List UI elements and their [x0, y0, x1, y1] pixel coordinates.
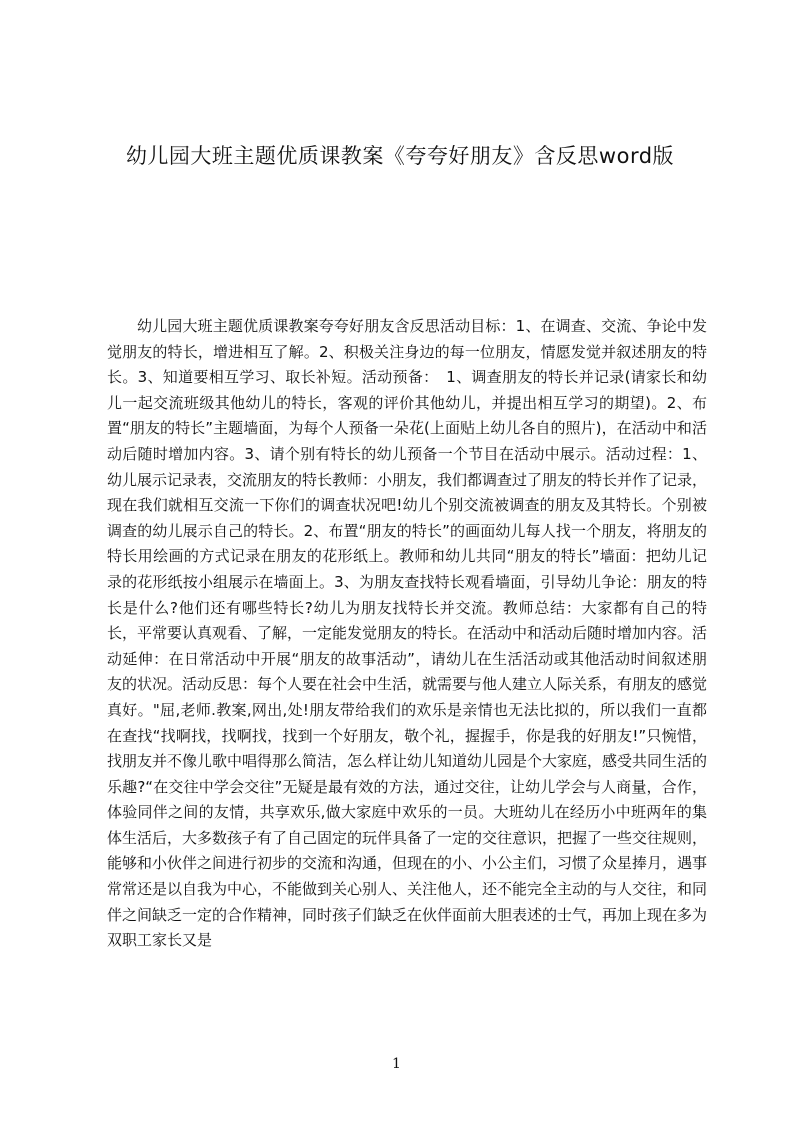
document-body-paragraph: 幼儿园大班主题优质课教案夸夸好朋友含反思活动目标：1、在调查、交流、争论中发觉朋友的特长，增进相互了解。2、积极关注身边的每一位朋友，情愿发觉并叙述朋友的特长。3、知道要相互学习、取长补短。活动预备： 1、调查朋友的特长并记录(请家长和幼儿一起交流班级其他幼儿的特长，客观的评价其他幼儿，并提出相互学习的期望)。2、布置“朋友的特长”主题墙面，为每个人预备一朵花(上面贴上幼儿各自的照片)，在活动中和活动后随时增加内容。3、请个别有特长的幼儿预备一个节目在活动中展示。活动过程：1、幼儿展示记录表，交流朋友的特长教师：小朋友，我们都调查过了朋友的特长并作了记录，现在我们就相互交流一下你们的调查状况吧!幼儿个别交流被调查的朋友及其特长。个别被调查的幼儿展示自己的特长。2、布置“朋友的特长”的画面幼儿每人找一个朋友，将朋友的特长用绘画的方式记录在朋友的花形纸上。教师和幼儿共同“朋友的特长”墙面：把幼儿记录的花形纸按小组展示在墙面上。3、为朋友查找特长观看墙面，引导幼儿争论：朋友的特长是什么?他们还有哪些特长?幼儿为朋友找特长并交流。教师总结：大家都有自己的特长，平常要认真观看、了解，一定能发觉朋友的特长。在活动中和活动后随时增加内容。活动延伸：在日常活动中开展“朋友的故事活动”，请幼儿在生活活动或其他活动时间叙述朋友的状况。活动反思：每个人要在社会中生活，就需要与他人建立人际关系，有朋友的感觉真好。"屈,老师.教案,网出,处!朋友带给我们的欢乐是亲情也无法比拟的，所以我们一直都在查找“找啊找，找啊找，找到一个好朋友，敬个礼，握握手，你是我的好朋友!”只惋惜，找朋友并不像儿歌中唱得那么简洁，怎么样让幼儿知道幼儿园是个大家庭，感受共同生活的乐趣?“在交往中学会交往”无疑是最有效的方法，通过交往，让幼儿学会与人商量，合作，体验同伴之间的友情，共享欢乐,做大家庭中欢乐的一员。大班幼儿在经历小中班两年的集体生活后，大多数孩子有了自己固定的玩伴具备了一定的交往意识，把握了一些交往规则，能够和小伙伴之间进行初步的交流和沟通，但现在的小、小公主们，习惯了众星捧月，遇事常常还是以自我为中心，不能做到关心别人、关注他人，还不能完全主动的与人交往，和同伴之间缺乏一定的合作精神，同时孩子们缺乏在伙伴面前大胆表述的士气，再加上现在多为双职工家长又是	[107, 317, 707, 950]
page-number: 1	[392, 1056, 401, 1072]
document-title: 幼儿园大班主题优质课教案《夸夸好朋友》含反思word版	[125, 144, 675, 168]
